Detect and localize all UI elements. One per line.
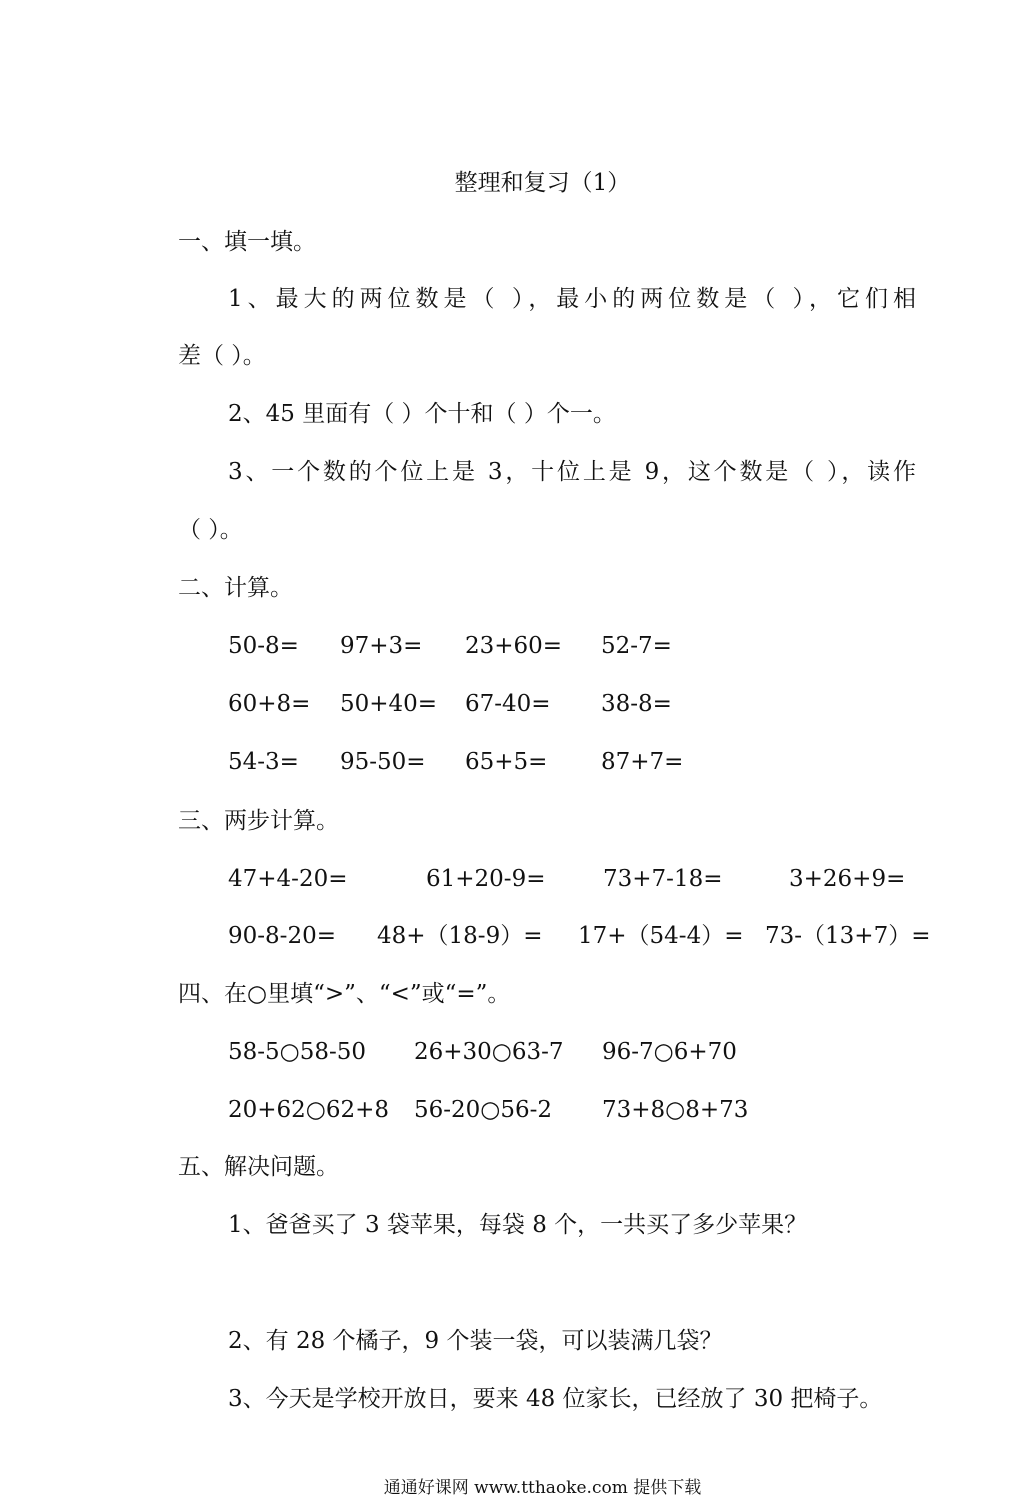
- word-problem-2: 2、有 28 个橘子，9 个装一袋，可以装满几袋？: [228, 1328, 723, 1354]
- question-1-line-1: 1、最大的两位数是（ ），最小的两位数是（ ），它们相: [228, 286, 916, 312]
- calc-cell: 23+60=: [465, 633, 563, 659]
- calc-cell: 65+5=: [465, 749, 548, 775]
- calc-cell: 95-50=: [340, 749, 426, 775]
- two-step-cell: 61+20-9=: [426, 866, 546, 892]
- calc-cell: 50-8=: [228, 633, 299, 659]
- calc-cell: 38-8=: [601, 691, 672, 717]
- question-2-line-1: 2、45 里面有（ ）个十和（ ）个一。: [228, 401, 616, 427]
- footer-credit: 通通好课网 www.tthaoke.com 提供下载: [383, 1478, 702, 1498]
- page-title: 整理和复习（1）: [454, 170, 631, 196]
- two-step-cell: 90-8-20=: [228, 923, 336, 949]
- section-heading-compare: 四、在○里填“>”、“<”或“=”。: [178, 981, 511, 1007]
- compare-cell: 73+8○8+73: [602, 1097, 749, 1123]
- two-step-cell: 47+4-20=: [228, 866, 348, 892]
- compare-cell: 56-20○56-2: [414, 1097, 553, 1123]
- two-step-cell: 73+7-18=: [603, 866, 723, 892]
- compare-cell: 96-7○6+70: [602, 1039, 737, 1065]
- calc-cell: 67-40=: [465, 691, 551, 717]
- two-step-cell: 3+26+9=: [789, 866, 906, 892]
- question-3-line-1: 3、一个数的个位上是 3，十位上是 9，这个数是（ ），读作: [228, 459, 916, 485]
- word-problem-3: 3、今天是学校开放日，要来 48 位家长，已经放了 30 把椅子。: [228, 1386, 883, 1412]
- question-1-line-2: 差（ ）。: [178, 343, 266, 369]
- section-heading-fill-in: 一、填一填。: [178, 229, 316, 255]
- section-heading-calculate: 二、计算。: [178, 575, 293, 601]
- section-heading-problems: 五、解决问题。: [178, 1154, 339, 1180]
- two-step-cell: 17+（54-4）=: [578, 923, 744, 949]
- calc-cell: 52-7=: [601, 633, 672, 659]
- two-step-cell: 48+（18-9）=: [377, 923, 543, 949]
- compare-cell: 26+30○63-7: [414, 1039, 564, 1065]
- word-problem-1: 1、爸爸买了 3 袋苹果，每袋 8 个，一共买了多少苹果？: [228, 1212, 808, 1238]
- section-heading-two-step: 三、两步计算。: [178, 808, 339, 834]
- two-step-cell: 73-（13+7）=: [765, 923, 931, 949]
- calc-cell: 87+7=: [601, 749, 684, 775]
- calc-cell: 54-3=: [228, 749, 299, 775]
- compare-cell: 20+62○62+8: [228, 1097, 390, 1123]
- calc-cell: 97+3=: [340, 633, 423, 659]
- calc-cell: 50+40=: [340, 691, 438, 717]
- compare-cell: 58-5○58-50: [228, 1039, 367, 1065]
- question-3-line-2: （ ）。: [178, 517, 243, 543]
- calc-cell: 60+8=: [228, 691, 311, 717]
